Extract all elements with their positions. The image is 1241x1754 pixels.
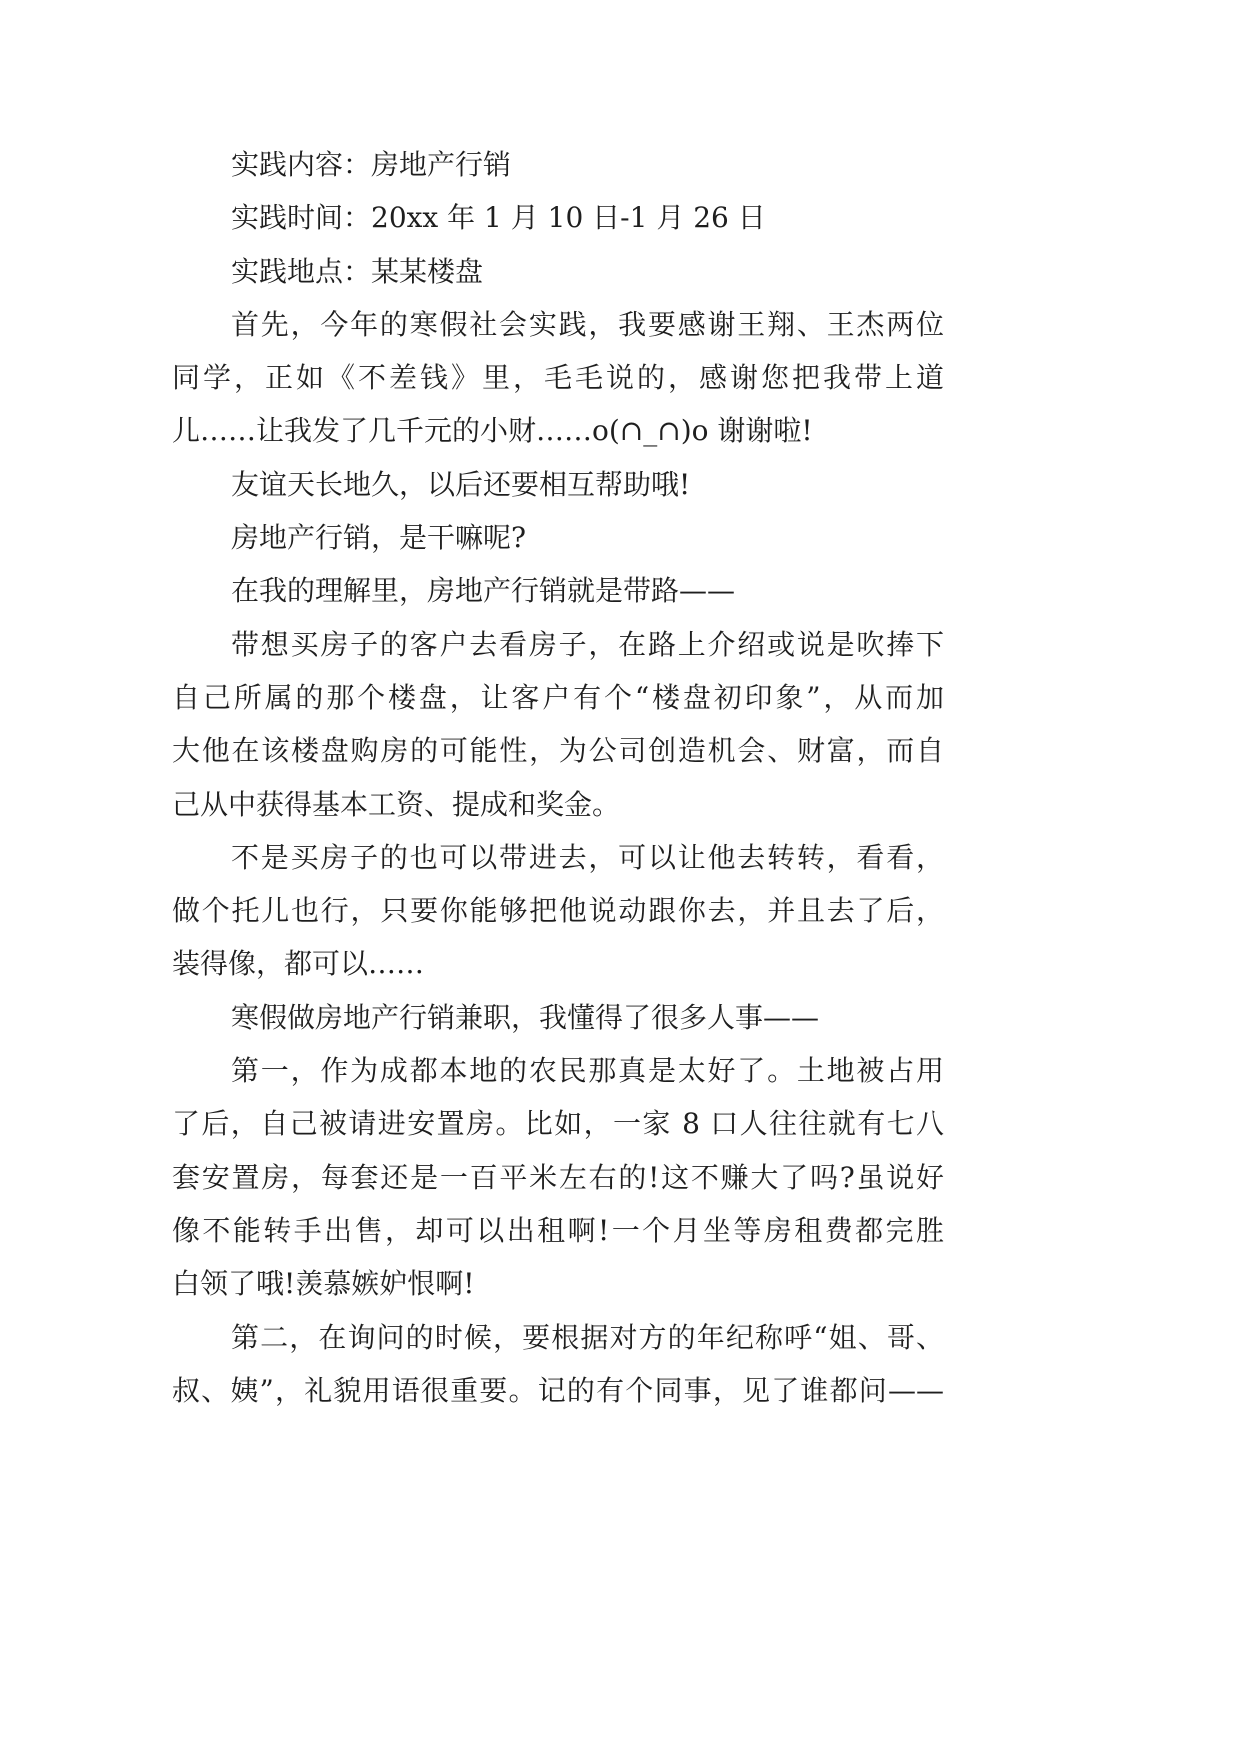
text-line: 了后，自己被请进安置房。比如，一家 8 口人往往就有七八 [172,1107,944,1141]
text-line: 在我的理解里，房地产行销就是带路—— [231,574,736,608]
paragraph-practice-content [172,138,944,191]
practice-time-line: 实践时间：20xx 年 1 月 10 日-1 月 26 日 [231,201,766,235]
text-line: 白领了哦!羡慕嫉妒恨啊! [172,1267,475,1301]
document-body [172,138,944,1417]
text-line: 己从中获得基本工资、提成和奖金。 [172,787,621,821]
paragraph-understanding [172,564,944,617]
text-line: 第一，作为成都本地的农民那真是太好了。土地被占用 [231,1054,944,1088]
text-line: 带想买房子的客户去看房子，在路上介绍或说是吹捧下 [231,627,944,661]
practice-content-line: 实践内容：房地产行销 [231,148,512,181]
paragraph-practice-time [172,191,944,244]
paragraph-lessons-intro [172,991,944,1044]
text-line: 像不能转手出售，却可以出租啊!一个月坐等房租费都完胜 [172,1213,944,1247]
text-line: 自己所属的那个楼盘，让客户有个“楼盘初印象”，从而加 [172,680,944,714]
text-line: 不是买房子的也可以带进去，可以让他去转转，看看， [231,840,944,874]
text-line: 寒假做房地产行销兼职，我懂得了很多人事—— [231,1000,820,1034]
paragraph-lesson-two [172,1311,944,1418]
text-line: 首先，今年的寒假社会实践，我要感谢王翔、王杰两位 [231,307,944,341]
text-line: 装得像，都可以…… [172,947,425,981]
text-line: 套安置房，每套还是一百平米左右的!这不赚大了吗?虽说好 [172,1160,944,1194]
practice-location-line: 实践地点：某某楼盘 [231,254,484,288]
text-line: 第二，在询问的时候，要根据对方的年纪称呼“姐、哥、 [231,1320,944,1354]
paragraph-thanks [172,298,944,458]
paragraph-guiding-clients [172,618,944,831]
paragraph-question [172,511,944,564]
paragraph-non-buyers [172,831,944,991]
text-line: 做个托儿也行，只要你能够把他说动跟你去，并且去了后， [172,894,944,928]
paragraph-practice-location [172,245,944,298]
paragraph-lesson-one [172,1044,944,1310]
text-line: 儿……让我发了几千元的小财……o(∩_∩)o 谢谢啦! [172,414,813,448]
text-line: 同学，正如《不差钱》里，毛毛说的，感谢您把我带上道 [172,361,944,395]
text-line: 大他在该楼盘购房的可能性，为公司创造机会、财富，而自 [172,734,944,768]
text-line: 友谊天长地久，以后还要相互帮助哦! [231,467,691,501]
text-line: 房地产行销，是干嘛呢? [231,521,527,555]
text-line: 叔、姨”，礼貌用语很重要。记的有个同事，见了谁都问—— [172,1373,944,1407]
paragraph-friendship [172,458,944,511]
